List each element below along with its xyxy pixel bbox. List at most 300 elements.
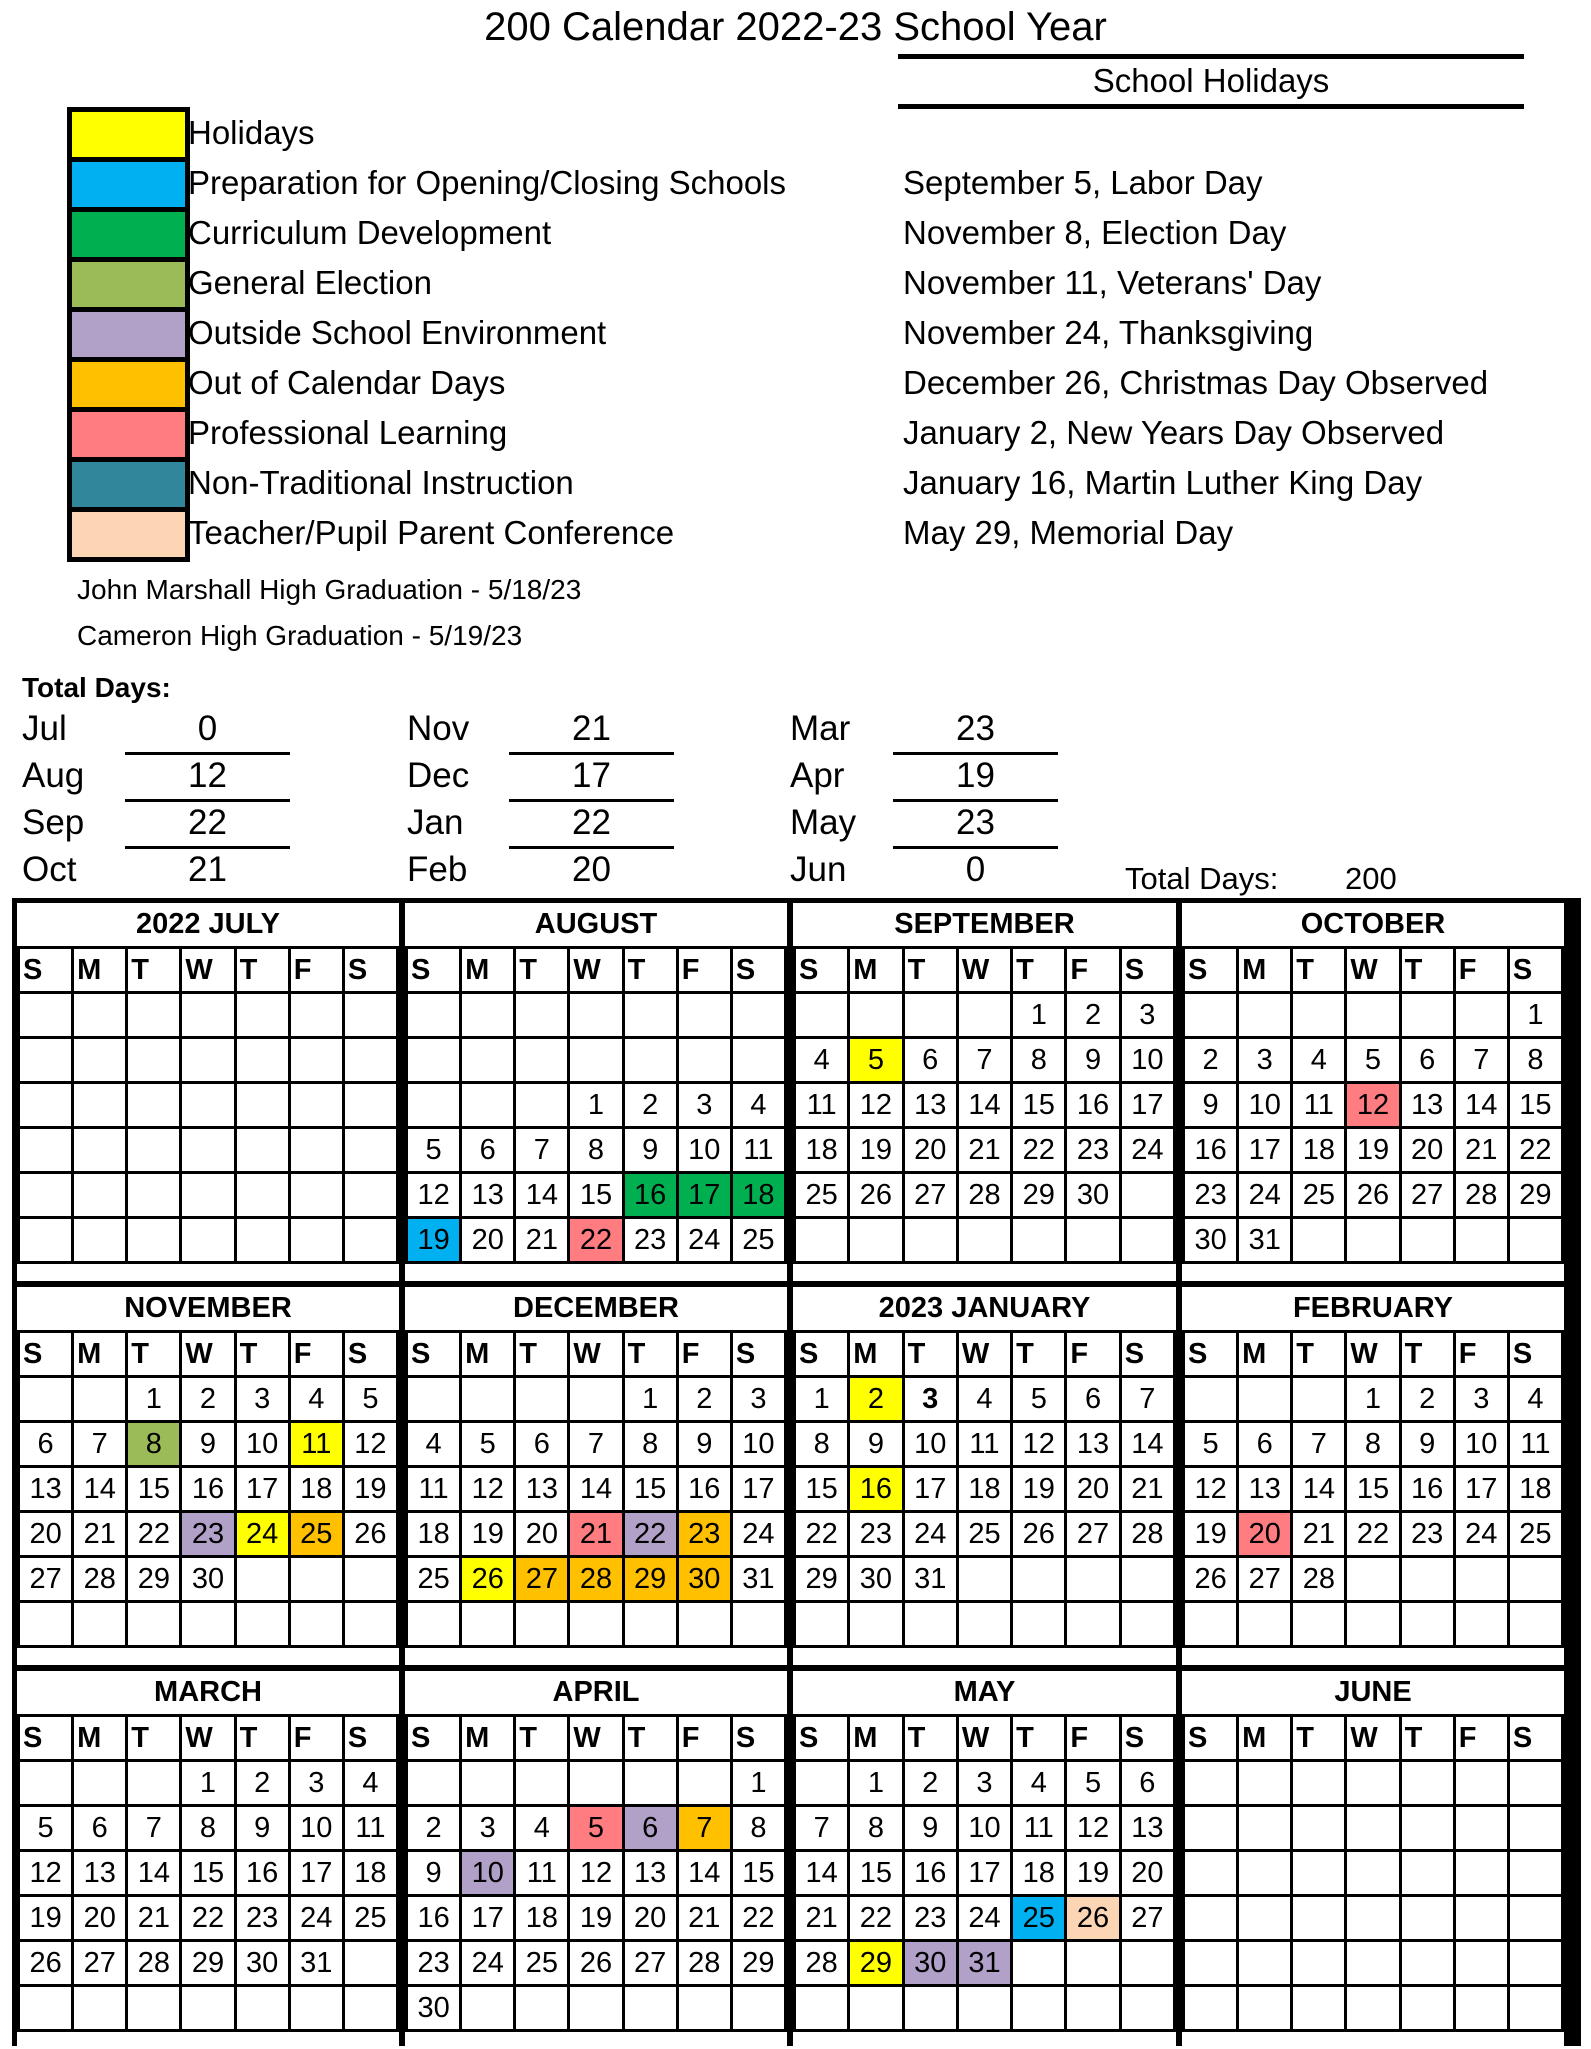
weekday-header: S [795,1716,849,1761]
empty-day-cell [903,1986,957,2031]
day-cell: 6 [19,1422,73,1467]
day-cell: 1 [795,1377,849,1422]
day-cell: 24 [1454,1512,1508,1557]
empty-day-cell [127,993,181,1038]
day-cell: 14 [1454,1083,1508,1128]
day-cell: 7 [1292,1422,1346,1467]
empty-day-cell [19,1038,73,1083]
weekday-header: S [407,1716,461,1761]
weekday-header: T [1400,1332,1454,1377]
empty-day-cell [1292,993,1346,1038]
day-cell: 15 [1012,1083,1066,1128]
day-cell: 15 [569,1173,623,1218]
empty-day-cell [849,993,903,1038]
day-cell: 4 [407,1422,461,1467]
weekday-header: M [1238,1716,1292,1761]
empty-day-cell [903,993,957,1038]
week-row [795,1173,1175,1218]
empty-day-cell [731,1038,785,1083]
day-cell: 27 [1400,1173,1454,1218]
weekday-header: S [1508,1332,1562,1377]
page-title: 200 Calendar 2022-23 School Year [484,5,1107,49]
day-cell: 2 [849,1377,903,1422]
day-cell: 23 [1066,1128,1120,1173]
legend-label: General Election [188,264,432,301]
day-cell: 22 [1346,1512,1400,1557]
day-cell: 5 [407,1128,461,1173]
empty-day-cell [407,1602,461,1647]
empty-day-cell [461,1377,515,1422]
week-row [795,1422,1175,1467]
empty-day-cell [849,1986,903,2031]
day-cell: 22 [795,1512,849,1557]
weekday-header: S [1508,1716,1562,1761]
day-cell: 2 [1066,993,1120,1038]
week-row [795,1557,1175,1602]
empty-day-cell [1292,1602,1346,1647]
month-title: NOVEMBER [124,1292,292,1324]
day-cell: 22 [1012,1128,1066,1173]
day-cell: 11 [515,1851,569,1896]
weekday-header: T [1400,1716,1454,1761]
day-cell: 7 [569,1422,623,1467]
day-cell: 9 [1066,1038,1120,1083]
day-cell: 18 [289,1467,343,1512]
day-cell: 28 [677,1941,731,1986]
empty-day-cell [1454,1806,1508,1851]
week-row [407,1896,786,1941]
day-cell: 13 [461,1173,515,1218]
day-cell: 5 [343,1377,397,1422]
month-days-table [17,1714,399,2032]
empty-day-cell [1346,1602,1400,1647]
day-cell: 2 [235,1761,289,1806]
day-cell: 8 [623,1422,677,1467]
holiday-item: December 26, Christmas Day Observed [903,364,1489,401]
weekday-header: F [289,1716,343,1761]
weekday-header: T [1292,1716,1346,1761]
empty-day-cell [623,1038,677,1083]
week-row [795,1218,1175,1263]
weekday-header: W [181,1332,235,1377]
legend-label: Preparation for Opening/Closing Schools [188,164,787,201]
empty-day-cell [461,1761,515,1806]
legend-swatch [72,412,185,457]
empty-day-cell [1400,1602,1454,1647]
day-cell: 25 [407,1557,461,1602]
empty-day-cell [569,1377,623,1422]
week-row [19,1038,398,1083]
empty-day-cell [181,1218,235,1263]
day-cell: 16 [849,1467,903,1512]
week-row [795,1083,1175,1128]
day-cell: 1 [731,1761,785,1806]
total-days-heading: Total Days: [22,672,171,703]
day-cell: 19 [1346,1128,1400,1173]
empty-day-cell [181,1986,235,2031]
empty-day-cell [1012,1941,1066,1986]
week-row [407,1038,786,1083]
empty-day-cell [1508,1602,1562,1647]
week-row [19,1896,398,1941]
day-cell: 14 [795,1851,849,1896]
empty-day-cell [343,1986,397,2031]
day-cell: 10 [957,1806,1011,1851]
empty-day-cell [289,1083,343,1128]
weekday-header: F [1066,1716,1120,1761]
day-cell: 3 [731,1377,785,1422]
total-month: Dec [407,756,470,795]
day-cell: 18 [731,1173,785,1218]
empty-day-cell [407,1083,461,1128]
month-2022-july [17,903,399,1281]
empty-day-cell [1238,1896,1292,1941]
week-row [19,1602,398,1647]
month-title: SEPTEMBER [894,908,1075,940]
week-row [407,1377,786,1422]
day-cell: 24 [289,1896,343,1941]
day-cell: 30 [903,1941,957,1986]
day-cell: 28 [569,1557,623,1602]
weekday-header-row [407,1716,786,1761]
legend-swatch [72,512,185,557]
day-cell: 21 [677,1896,731,1941]
weekday-header: T [1400,948,1454,993]
empty-day-cell [127,1128,181,1173]
weekday-header: W [957,1332,1011,1377]
month-title: MARCH [154,1676,262,1708]
weekday-header: W [957,948,1011,993]
day-cell: 1 [1346,1377,1400,1422]
day-cell: 7 [795,1806,849,1851]
day-cell: 3 [461,1806,515,1851]
empty-day-cell [343,1218,397,1263]
weekday-header: T [127,1332,181,1377]
total-month: Feb [407,850,468,889]
graduation-item: Cameron High Graduation - 5/19/23 [77,620,523,651]
day-cell: 3 [677,1083,731,1128]
legend-swatch [72,312,185,357]
day-cell: 25 [731,1218,785,1263]
empty-day-cell [515,1986,569,2031]
total-days-value: 17 [509,753,674,802]
weekday-header: M [73,1332,127,1377]
day-cell: 2 [903,1761,957,1806]
day-cell: 20 [903,1128,957,1173]
empty-day-cell [1400,1986,1454,2031]
empty-day-cell [623,1602,677,1647]
week-row [19,1851,398,1896]
empty-day-cell [849,1602,903,1647]
grand-total-value: 200 [1345,861,1397,896]
day-cell: 5 [19,1806,73,1851]
day-cell: 30 [677,1557,731,1602]
empty-day-cell [795,993,849,1038]
day-cell: 22 [181,1896,235,1941]
weekday-header: T [1292,1332,1346,1377]
empty-day-cell [1454,1218,1508,1263]
day-cell: 4 [515,1806,569,1851]
weekday-header: T [515,1332,569,1377]
day-cell: 11 [1508,1422,1562,1467]
weekday-header: F [677,948,731,993]
day-cell: 21 [127,1896,181,1941]
day-cell: 31 [903,1557,957,1602]
empty-day-cell [1508,1806,1562,1851]
day-cell: 12 [19,1851,73,1896]
empty-day-cell [1238,1806,1292,1851]
day-cell: 8 [795,1422,849,1467]
empty-day-cell [1400,1761,1454,1806]
weekday-header: T [1012,1716,1066,1761]
day-cell: 16 [181,1467,235,1512]
day-cell: 12 [407,1173,461,1218]
total-days-value: 23 [893,706,1058,755]
week-row [407,1761,786,1806]
day-cell: 13 [19,1467,73,1512]
empty-day-cell [19,993,73,1038]
day-cell: 30 [181,1557,235,1602]
day-cell: 7 [1454,1038,1508,1083]
empty-day-cell [343,1557,397,1602]
weekday-header: T [623,1716,677,1761]
empty-day-cell [515,1083,569,1128]
empty-day-cell [127,1083,181,1128]
week-row [19,1761,398,1806]
holiday-item: November 11, Veterans' Day [903,264,1322,301]
day-cell: 17 [903,1467,957,1512]
month-title: 2022 JULY [135,908,281,940]
empty-day-cell [677,1602,731,1647]
week-row [1184,1512,1563,1557]
day-cell: 6 [515,1422,569,1467]
empty-day-cell [1066,1986,1120,2031]
empty-day-cell [1292,1851,1346,1896]
day-cell: 7 [127,1806,181,1851]
day-cell: 12 [569,1851,623,1896]
day-cell: 4 [731,1083,785,1128]
day-cell: 10 [1238,1083,1292,1128]
month-days-table [1182,1714,1564,2032]
day-cell: 26 [849,1173,903,1218]
week-row [407,1083,786,1128]
day-cell: 11 [289,1422,343,1467]
empty-day-cell [461,1602,515,1647]
day-cell: 29 [181,1941,235,1986]
legend-swatch [72,262,185,307]
month-days-table [1182,1330,1564,1648]
month-title: 2023 JANUARY [878,1292,1091,1324]
weekday-header: S [731,1332,785,1377]
weekday-header-row [1184,948,1563,993]
day-cell: 17 [461,1896,515,1941]
day-cell: 27 [515,1557,569,1602]
weekday-header: S [343,1716,397,1761]
day-cell: 25 [1292,1173,1346,1218]
day-cell: 20 [1066,1467,1120,1512]
day-cell: 24 [903,1512,957,1557]
day-cell: 8 [181,1806,235,1851]
day-cell: 21 [1454,1128,1508,1173]
day-cell: 25 [343,1896,397,1941]
weekday-header-row [795,1332,1175,1377]
week-row [407,1173,786,1218]
legend-label: Holidays [188,114,315,151]
day-cell: 17 [1238,1128,1292,1173]
day-cell: 27 [73,1941,127,1986]
day-cell: 4 [289,1377,343,1422]
day-cell: 23 [1400,1512,1454,1557]
empty-day-cell [677,1038,731,1083]
day-cell: 30 [407,1986,461,2031]
day-cell: 10 [1120,1038,1174,1083]
total-month: May [790,803,857,842]
day-cell: 6 [73,1806,127,1851]
empty-day-cell [461,1038,515,1083]
day-cell: 3 [289,1761,343,1806]
week-row [19,1467,398,1512]
empty-day-cell [127,1986,181,2031]
empty-day-cell [1238,1851,1292,1896]
day-cell: 22 [731,1896,785,1941]
day-cell: 18 [1508,1467,1562,1512]
day-cell: 19 [407,1218,461,1263]
empty-day-cell [235,1602,289,1647]
day-cell: 20 [1238,1512,1292,1557]
empty-day-cell [289,993,343,1038]
week-row [407,1422,786,1467]
month-march [17,1671,399,2049]
day-cell: 8 [569,1128,623,1173]
day-cell: 20 [1400,1128,1454,1173]
day-cell: 23 [1184,1173,1238,1218]
empty-day-cell [73,1986,127,2031]
day-cell: 26 [569,1941,623,1986]
total-days-value: 21 [188,850,227,889]
empty-day-cell [1508,1941,1562,1986]
empty-day-cell [235,1128,289,1173]
day-cell: 10 [289,1806,343,1851]
day-cell: 14 [677,1851,731,1896]
weekday-header: S [1184,948,1238,993]
week-row [1184,1761,1563,1806]
total-month: Sep [22,803,85,842]
weekday-header: W [957,1716,1011,1761]
empty-day-cell [1454,1941,1508,1986]
weekday-header: F [1066,1332,1120,1377]
weekday-header: S [19,948,73,993]
week-row [19,1218,398,1263]
week-row [1184,1377,1563,1422]
day-cell: 13 [515,1467,569,1512]
grand-total-label: Total Days: [1125,861,1279,896]
day-cell: 12 [1346,1083,1400,1128]
day-cell: 22 [1508,1128,1562,1173]
empty-day-cell [1400,1941,1454,1986]
empty-day-cell [849,1218,903,1263]
day-cell: 27 [19,1557,73,1602]
week-row [795,1512,1175,1557]
day-cell: 13 [903,1083,957,1128]
empty-day-cell [1012,1986,1066,2031]
empty-day-cell [289,1602,343,1647]
weekday-header: S [1120,1332,1174,1377]
day-cell: 15 [731,1851,785,1896]
empty-day-cell [1508,1986,1562,2031]
month-title: MAY [953,1676,1016,1708]
empty-day-cell [19,1173,73,1218]
month-days-table [793,946,1176,1264]
day-cell: 4 [1508,1377,1562,1422]
day-cell: 23 [903,1896,957,1941]
week-row [795,1038,1175,1083]
empty-day-cell [957,1986,1011,2031]
day-cell: 17 [677,1173,731,1218]
day-cell: 5 [1184,1422,1238,1467]
empty-day-cell [677,1986,731,2031]
empty-day-cell [795,1986,849,2031]
empty-day-cell [343,993,397,1038]
weekday-header-row [19,948,398,993]
day-cell: 18 [957,1467,1011,1512]
empty-day-cell [73,1602,127,1647]
day-cell: 17 [289,1851,343,1896]
holidays-bottom-rule [898,104,1524,109]
empty-day-cell [343,1173,397,1218]
day-cell: 15 [1508,1083,1562,1128]
empty-day-cell [1400,1557,1454,1602]
day-cell: 6 [1400,1038,1454,1083]
day-cell: 31 [731,1557,785,1602]
empty-day-cell [1184,1602,1238,1647]
day-cell: 16 [1066,1083,1120,1128]
empty-day-cell [1066,1557,1120,1602]
week-row [19,1377,398,1422]
total-month: Oct [22,850,77,889]
day-cell: 11 [731,1128,785,1173]
empty-day-cell [19,1218,73,1263]
day-cell: 28 [1292,1557,1346,1602]
day-cell: 18 [515,1896,569,1941]
legend-label: Out of Calendar Days [188,364,506,401]
holiday-item: September 5, Labor Day [903,164,1263,201]
day-cell: 19 [849,1128,903,1173]
day-cell: 9 [677,1422,731,1467]
weekday-header: S [1120,948,1174,993]
empty-day-cell [19,1761,73,1806]
empty-day-cell [289,1557,343,1602]
day-cell: 14 [569,1467,623,1512]
day-cell: 13 [1066,1422,1120,1467]
day-cell: 31 [1238,1218,1292,1263]
weekday-header: T [623,1332,677,1377]
day-cell: 6 [1066,1377,1120,1422]
week-row [795,1851,1175,1896]
empty-day-cell [1012,1557,1066,1602]
day-cell: 3 [903,1377,957,1422]
day-cell: 25 [515,1941,569,1986]
total-days-value: 22 [509,800,674,849]
week-row [795,1896,1175,1941]
empty-day-cell [73,993,127,1038]
calendar-grid [12,898,1581,2046]
weekday-header: S [19,1332,73,1377]
empty-day-cell [1346,1851,1400,1896]
day-cell: 26 [1066,1896,1120,1941]
week-row [1184,1851,1563,1896]
empty-day-cell [289,1173,343,1218]
day-cell: 16 [1184,1128,1238,1173]
